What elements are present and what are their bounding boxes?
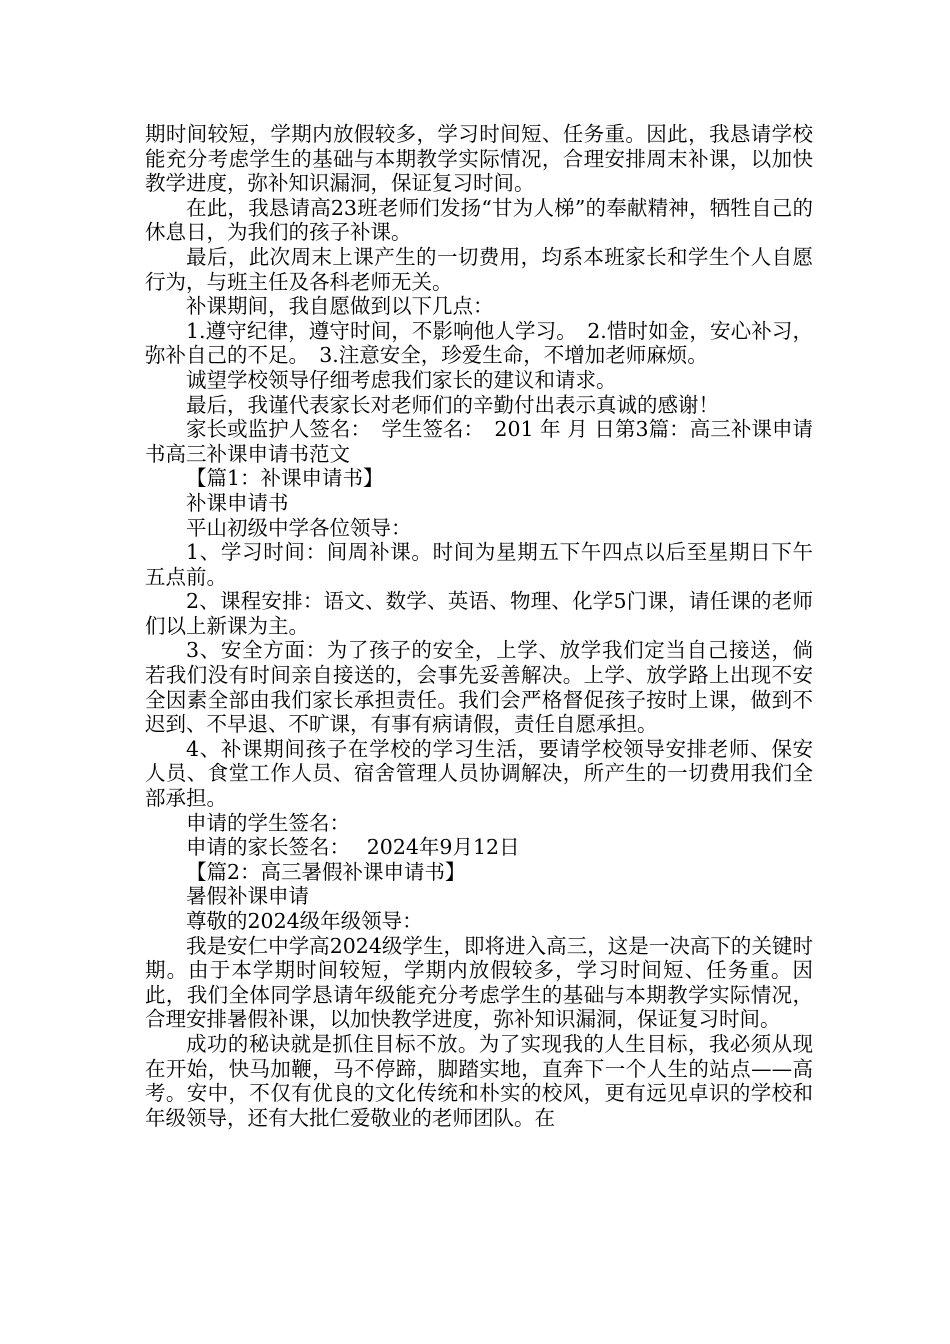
paragraph-5: 1.遵守纪律，遵守时间，不影响他人学习。 2.惜时如金，安心补习，弥补自己的不足。 3.注意安全，珍爱生命，不增加老师麻烦。 xyxy=(145,318,813,368)
paragraph-21: 我是安仁中学高2024级学生，即将进入高三，这是一决高下的关键时期。由于本学期时间较短，学期内放假较多，学习时间短、任务重。因此，我们全体同学恳请年级能充分考虑学生的基础与本期教学实际情况，合理安排暑假补课，以加快教学进度，弥补知识漏洞，保证复习时间。 xyxy=(145,933,813,1032)
document-body xyxy=(145,122,813,1130)
paragraph-3: 最后，此次周末上课产生的一切费用，均系本班家长和学生个人自愿行为，与班主任及各科老师无关。 xyxy=(145,244,813,294)
document-title-2: 暑假补课申请 xyxy=(186,884,309,909)
paragraph-8: 家长或监护人签名： 学生签名： 201 年 月 日第3篇：高三补课申请书高三补课申请书范文 xyxy=(145,417,813,466)
paragraph-22: 成功的秘诀就是抓住目标不放。为了实现我的人生目标，我必须从现在开始，快马加鞭，马不停蹄，脚踏实地，直奔下一个人生的站点——高考。安中，不仅有优良的文化传统和朴实的校风，更有远见卓识的学校和年级领导，还有大批仁爱敬业的老师团队。在 xyxy=(145,1031,813,1130)
salutation-2: 尊敬的2024级年级领导： xyxy=(186,909,423,933)
paragraph-14: 3、安全方面：为了孩子的安全，上学、放学我们定当自己接送，倘若我们没有时间亲自接送的，会事先妥善解决。上学、放学路上出现不安全因素全部由我们家长承担责任。我们会严格督促孩子按时上课，做到不迟到、不早退、不旷课，有事有病请假，责任自愿承担。 xyxy=(145,638,813,737)
section-heading-1: 【篇1：补课申请书】 xyxy=(186,466,384,491)
paragraph-15: 4、补课期间孩子在学校的学习生活，要请学校领导安排老师、保安人员、食堂工作人员、宿舍管理人员协调解决，所产生的一切费用我们全部承担。 xyxy=(145,736,813,811)
student-signature-line: 申请的学生签名： xyxy=(186,810,350,835)
paragraph-7: 最后，我谨代表家长对老师们的辛勤付出表示真诚的感谢！ xyxy=(186,392,719,417)
paragraph-1: 期时间较短，学期内放假较多，学习时间短、任务重。因此，我恳请学校能充分考虑学生的基础与本期教学实际情况，合理安排周末补课，以加快教学进度，弥补知识漏洞，保证复习时间。 xyxy=(145,122,813,196)
paragraph-2: 在此，我恳请高23班老师们发扬“甘为人梯”的奉献精神，牺牲自己的休息日，为我们的孩子补课。 xyxy=(145,195,813,245)
paragraph-12: 1、学习时间：间周补课。时间为星期五下午四点以后至星期日下午五点前。 xyxy=(145,540,813,589)
document-title-1: 补课申请书 xyxy=(186,490,289,515)
paragraph-6: 诚望学校领导仔细考虑我们家长的建议和请求。 xyxy=(186,367,617,392)
paragraph-13: 2、课程安排：语文、数学、英语、物理、化学5门课，请任课的老师们以上新课为主。 xyxy=(145,589,813,638)
parent-signature-line: 申请的家长签名： 2024年9月12日 xyxy=(186,835,520,860)
paragraph-4: 补课期间，我自愿做到以下几点： xyxy=(186,294,494,319)
salutation-1: 平山初级中学各位领导： xyxy=(186,515,412,540)
section-heading-2: 【篇2：高三暑假补课申请书】 xyxy=(186,859,466,884)
